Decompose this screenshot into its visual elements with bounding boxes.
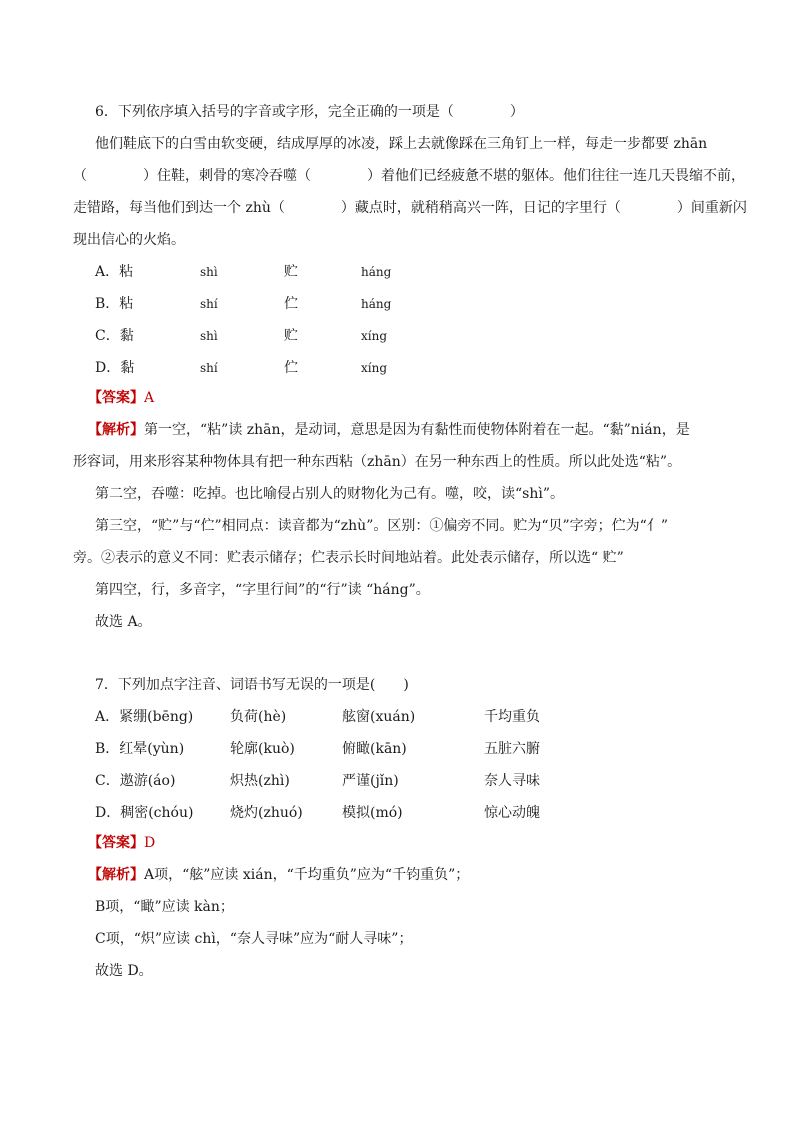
analysis-text: 第一空，“粘”读 zhān，是动词，意思是因为有黏性而使物体附着在一起。“黏”nián，是 bbox=[144, 422, 690, 438]
q6-option-c-pinyin2: xíng bbox=[361, 329, 388, 343]
answer-value: A bbox=[144, 390, 155, 406]
q6-analysis-line: 第二空，吞噬：吃掉。也比喻侵占别人的财物化为己有。噬，咬，读“shì”。 bbox=[95, 486, 564, 502]
q6-passage-line: 走错路，每当他们到达一个 zhù（ ）藏点时，就稍稍高兴一阵，日记的字里行（ ）间重新闪 bbox=[73, 200, 747, 216]
q7-option-d-2: 烧灼(zhuó) bbox=[230, 805, 303, 821]
q7-option-d-1: D．稠密(chóu) bbox=[95, 805, 194, 821]
q7-analysis-line: 故选 D。 bbox=[95, 963, 153, 979]
q6-option-d-pinyin: shí bbox=[200, 361, 218, 375]
q6-analysis-line: 故选 A。 bbox=[95, 614, 152, 630]
q7-option-b-1: B．红晕(yùn) bbox=[95, 741, 185, 757]
answer-label: 【答案】 bbox=[88, 835, 144, 851]
q6-option-c-pinyin: shì bbox=[200, 329, 218, 343]
q6-analysis-line: 旁。②表示的意义不同：贮表示储存；伫表示长时间地站着。此处表示储存，所以选“ 贮” bbox=[73, 550, 624, 566]
q7-option-c-2: 炽热(zhì) bbox=[230, 773, 290, 789]
q7-option-a-2: 负荷(hè) bbox=[230, 709, 287, 725]
q7-option-b-4: 五脏六腑 bbox=[484, 741, 540, 757]
q6-option-c-char2: 贮 bbox=[284, 328, 298, 344]
q6-option-c-char: C．黏 bbox=[95, 328, 134, 344]
q6-option-d-char: D．黏 bbox=[95, 360, 135, 376]
answer-value: D bbox=[144, 835, 156, 851]
answer-label: 【答案】 bbox=[88, 390, 144, 406]
q6-stem: 6．下列依序填入括号的字音或字形，完全正确的一项是（ ） bbox=[95, 104, 524, 120]
q6-option-b-char: B．粘 bbox=[95, 296, 134, 312]
analysis-label: 【解析】 bbox=[88, 422, 144, 438]
q6-passage-line: 他们鞋底下的白雪由软变硬，结成厚厚的冰凌，踩上去就像踩在三角钉上一样，每走一步都要 zhān bbox=[95, 136, 708, 152]
q7-analysis-line: C项，“炽”应读 chì，“奈人寻味”应为“耐人寻味”； bbox=[95, 931, 413, 947]
q7-option-c-4: 奈人寻味 bbox=[484, 773, 540, 789]
q6-option-a-pinyin: shì bbox=[200, 265, 218, 279]
q6-option-b-pinyin: shí bbox=[200, 297, 218, 311]
q6-option-a-pinyin2: háng bbox=[361, 265, 392, 279]
q7-answer bbox=[88, 833, 155, 853]
q7-option-d-3: 模拟(mó) bbox=[342, 805, 403, 821]
q7-option-a-4: 千均重负 bbox=[484, 709, 540, 725]
q6-option-b-char2: 伫 bbox=[284, 296, 298, 312]
q7-option-c-1: C．遨游(áo) bbox=[95, 773, 176, 789]
q6-option-b-pinyin2: háng bbox=[361, 297, 392, 311]
q7-option-c-3: 严谨(jǐn) bbox=[342, 773, 399, 789]
q6-analysis-line: 第四空，行，多音字，“字里行间”的“行”读 “háng”。 bbox=[95, 582, 430, 598]
q6-option-a-char: A．粘 bbox=[95, 264, 134, 280]
q6-passage-line: （ ）住鞋，刺骨的寒冷吞噬（ ）着他们已经疲惫不堪的躯体。他们往往一连几天畏缩不前， bbox=[73, 168, 745, 184]
analysis-text: A项，“舷”应读 xián，“千均重负”应为“千钧重负”； bbox=[144, 867, 470, 883]
analysis-label: 【解析】 bbox=[88, 867, 144, 883]
q6-analysis-line: 形容词，用来形容某种物体具有把一种东西粘（zhān）在另一种东西上的性质。所以此处选“粘”。 bbox=[73, 454, 682, 470]
q7-option-a-1: A．紧绷(bēng) bbox=[95, 709, 194, 725]
q7-option-d-4: 惊心动魄 bbox=[484, 805, 540, 821]
q6-passage-line: 现出信心的火焰。 bbox=[73, 232, 185, 248]
q6-analysis-line: 第三空，“贮”与“伫”相同点：读音都为“zhù”。区别：①偏旁不同。贮为“贝”字旁；伫为“亻” bbox=[95, 518, 668, 534]
q6-answer bbox=[88, 388, 154, 408]
q6-option-a-char2: 贮 bbox=[284, 264, 298, 280]
q7-option-a-3: 舷窗(xuán) bbox=[342, 709, 416, 725]
q7-option-b-2: 轮廓(kuò) bbox=[230, 741, 295, 757]
q7-analysis-line: B项，“瞰”应读 kàn； bbox=[95, 899, 234, 915]
q7-stem: 7．下列加点字注音、词语书写无误的一项是( ) bbox=[95, 677, 409, 693]
q6-analysis-line bbox=[88, 420, 690, 440]
q6-option-d-pinyin2: xíng bbox=[361, 361, 388, 375]
q6-option-d-char2: 伫 bbox=[284, 360, 298, 376]
q7-analysis-line bbox=[88, 865, 469, 885]
q7-option-b-3: 俯瞰(kān) bbox=[342, 741, 407, 757]
